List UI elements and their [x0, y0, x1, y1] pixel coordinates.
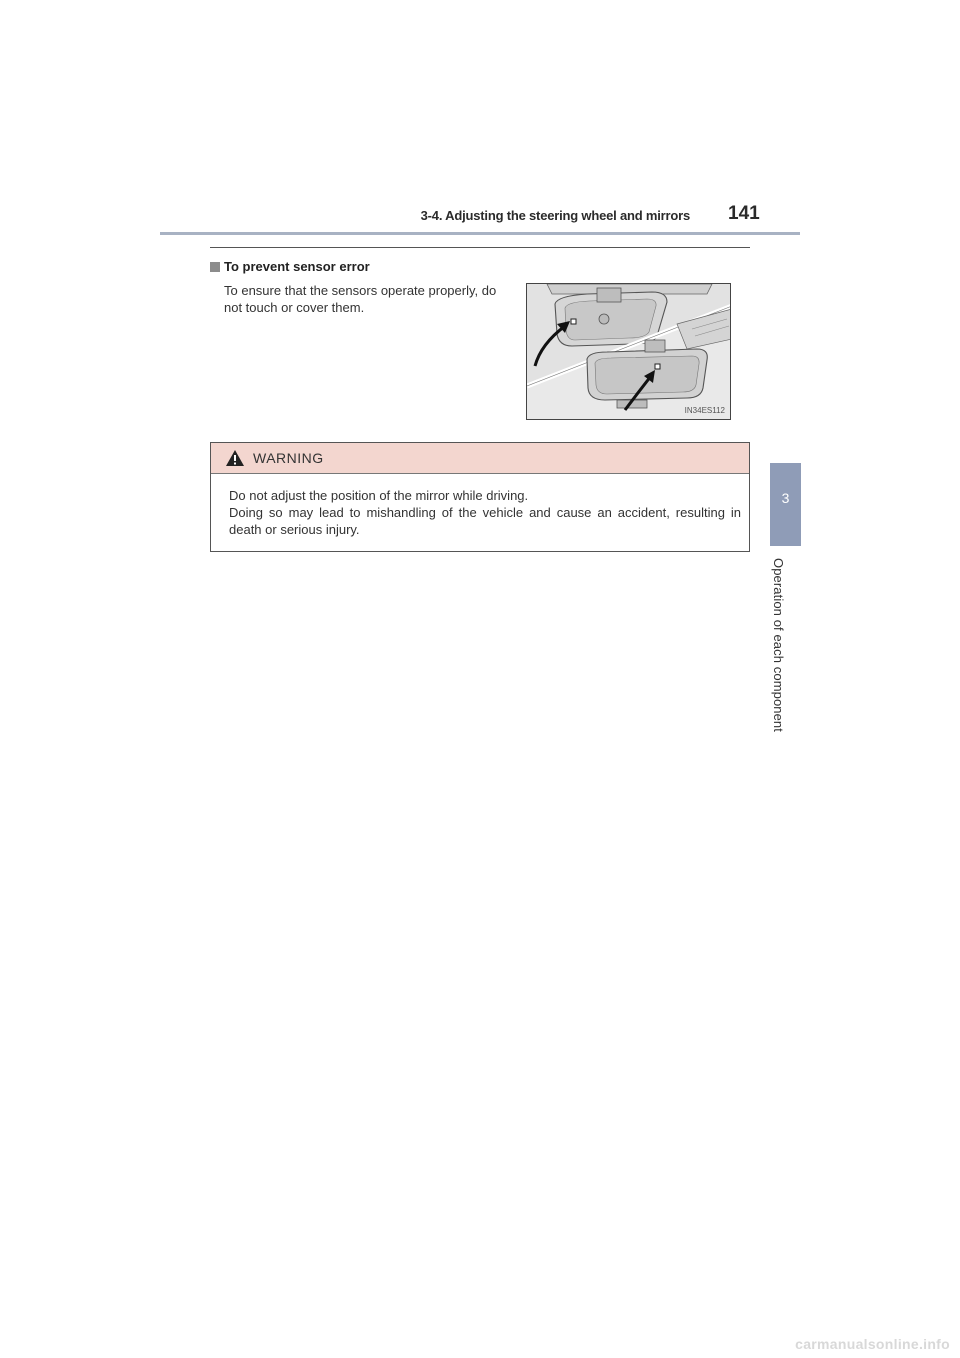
section-body-text: To ensure that the sensors operate properly, do not touch or cover them.	[224, 283, 497, 315]
figure-code: IN34ES112	[684, 406, 725, 415]
section-heading	[210, 259, 370, 274]
warning-triangle-icon	[225, 449, 245, 467]
mirror-sensor-illustration-icon	[527, 284, 731, 420]
header-section-title: 3-4. Adjusting the steering wheel and mirrors	[420, 208, 690, 223]
warning-title: WARNING	[253, 450, 324, 466]
warning-line-1: Do not adjust the position of the mirror while driving.	[229, 488, 529, 503]
header-rule	[160, 232, 800, 235]
warning-text	[229, 487, 741, 538]
square-bullet-icon	[210, 262, 220, 272]
mirror-sensor-figure	[526, 283, 731, 420]
page-number: 141	[728, 203, 760, 224]
chapter-tab-label: Operation of each component	[771, 558, 786, 732]
watermark: carmanualsonline.info	[795, 1336, 950, 1352]
chapter-tab-number: 3	[781, 490, 790, 506]
warning-line-2: Doing so may lead to mishandling of the vehicle and cause an accident, resulting in death or serious injury.	[229, 505, 741, 537]
warning-box	[210, 442, 750, 552]
content-rule	[210, 247, 750, 248]
warning-header	[211, 443, 749, 474]
section-heading-text: To prevent sensor error	[224, 259, 370, 274]
